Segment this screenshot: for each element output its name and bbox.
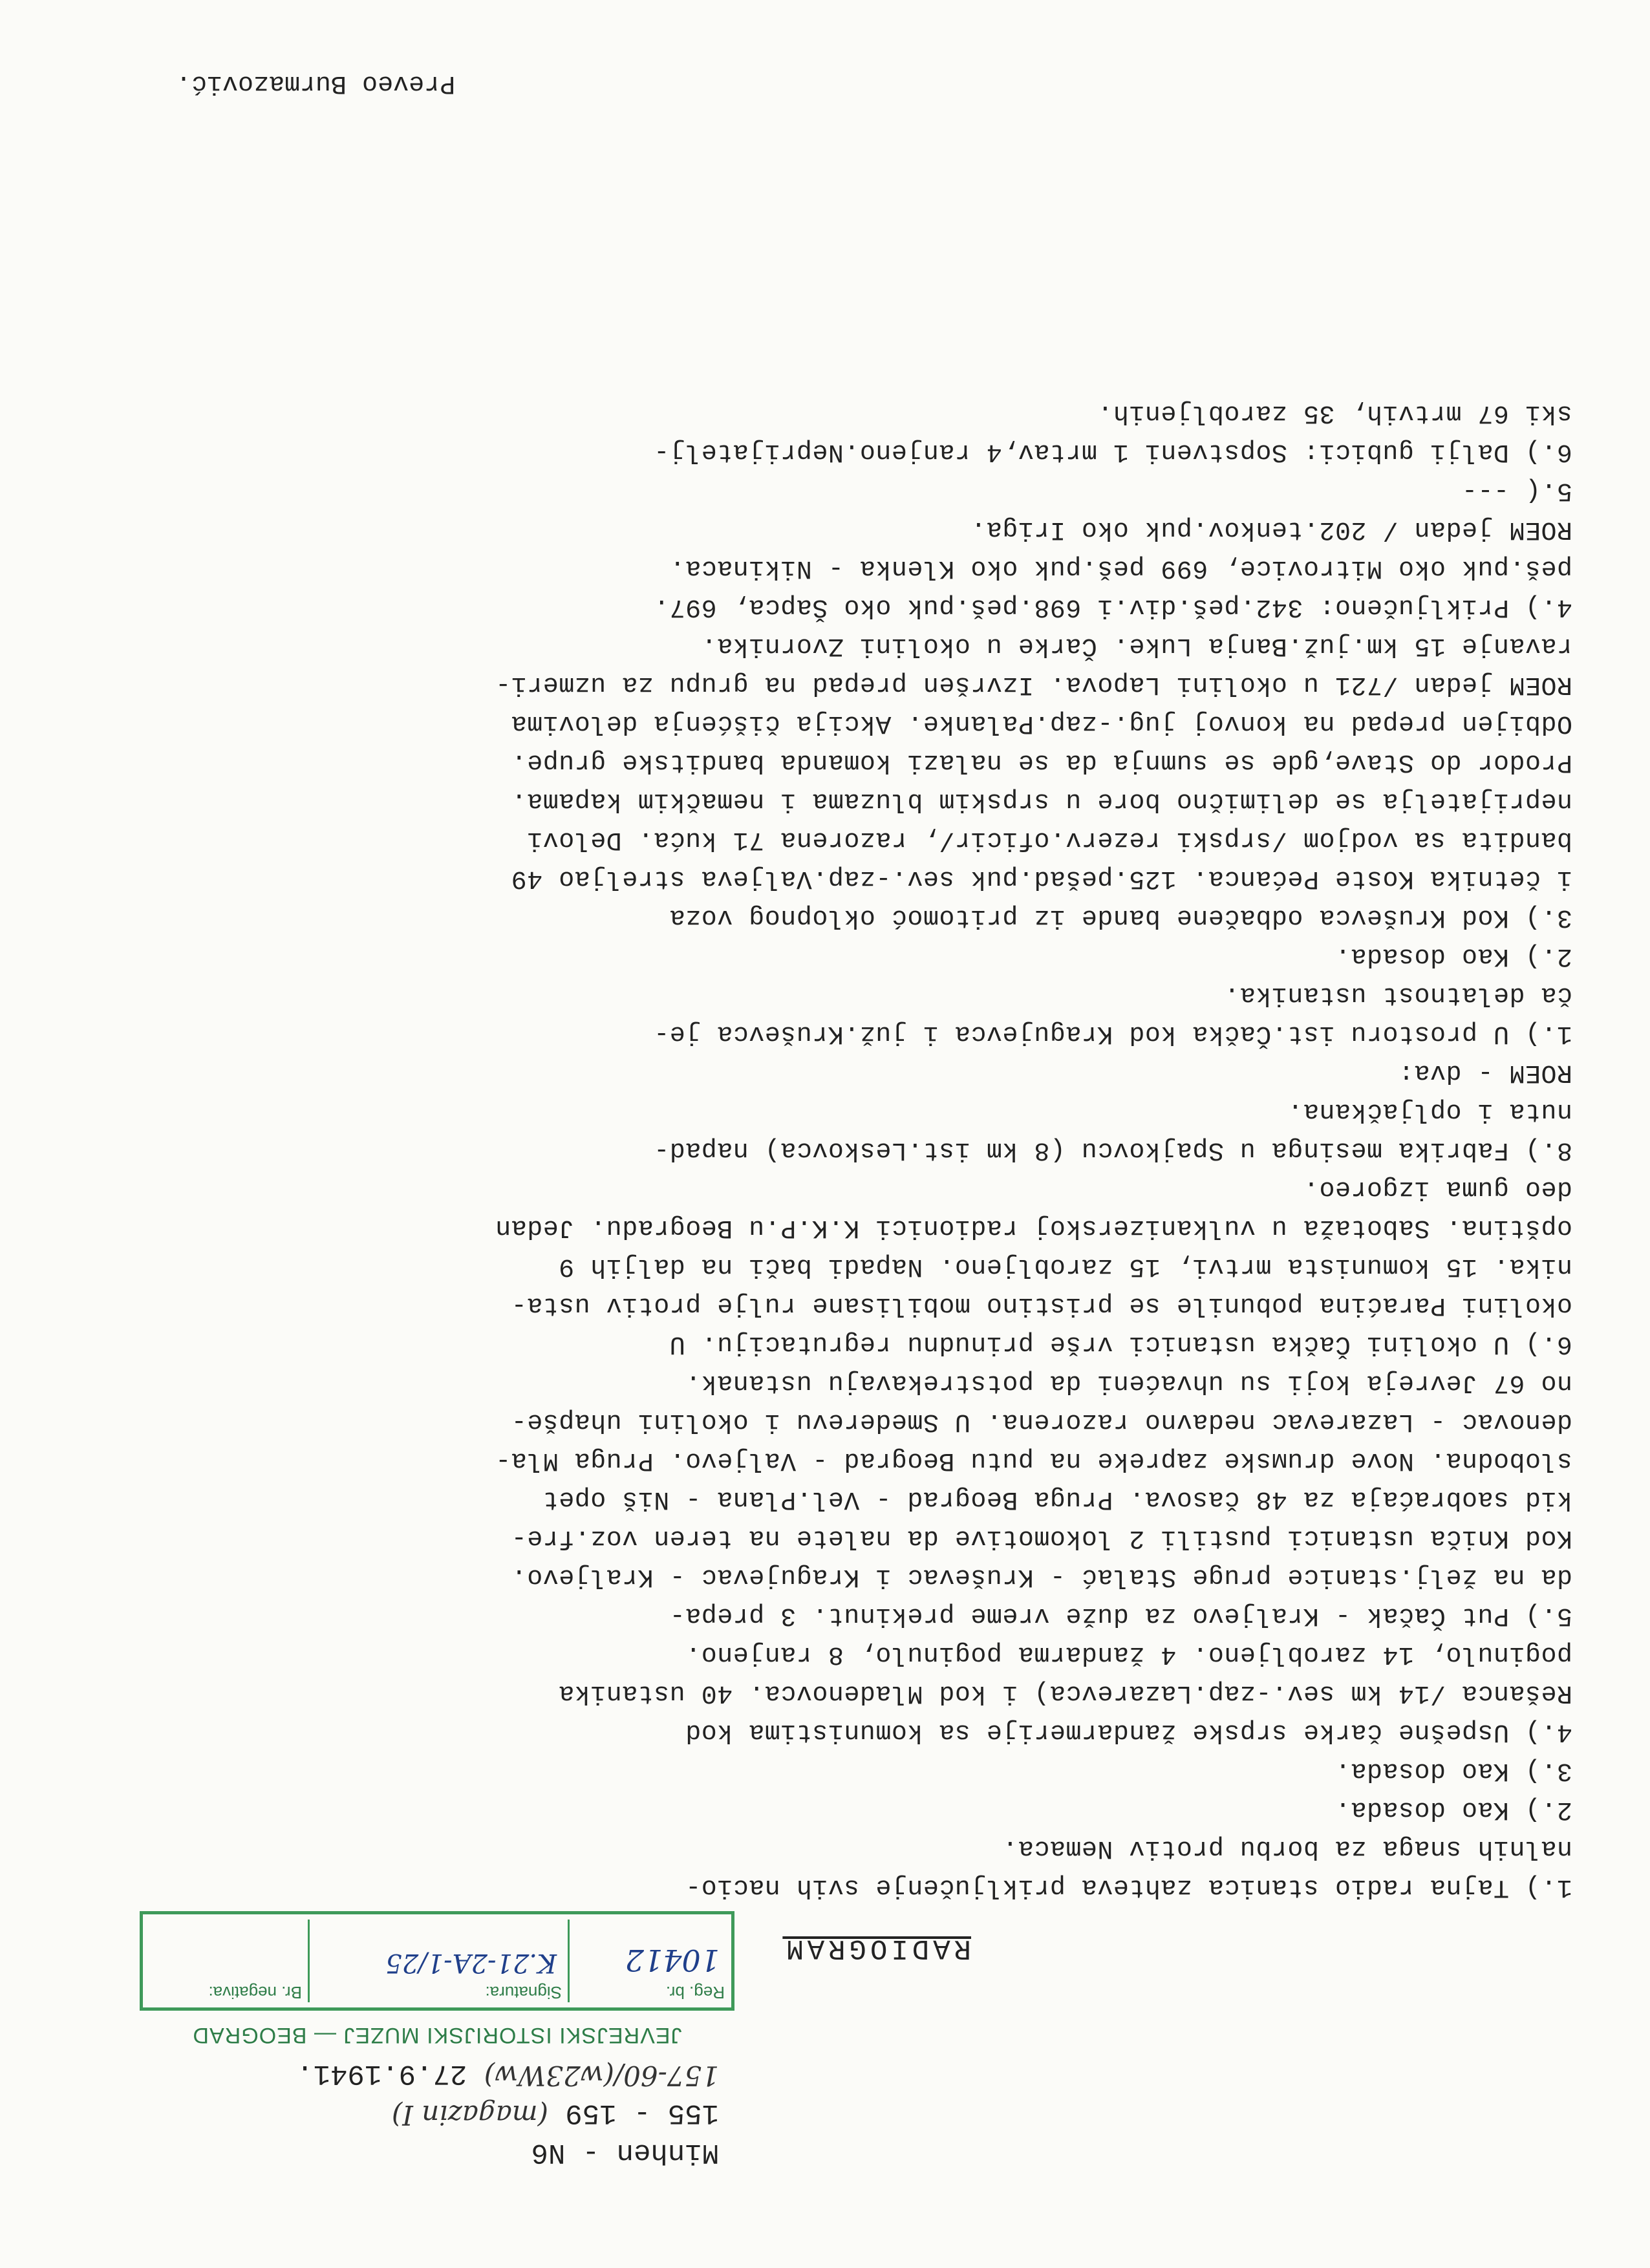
- body-line: slobodna. Nove druмske zaprеke na putu Beograd - Valjevo. Pruga Mla-: [495, 1446, 1572, 1475]
- document-header: [72, 2055, 719, 2171]
- body-line: 8.) Fabrika mesinga u Spajkovcu (8 km ist.Leskovca) napad-: [653, 1135, 1572, 1164]
- body-line: Prodor do Stave,gde se sumnja da se nalazi komanda banditske grupe.: [511, 747, 1572, 776]
- handwritten-note: (magazin I): [391, 2099, 548, 2131]
- header-date: 27.9.1941.: [296, 2057, 467, 2090]
- body-line: 3.) Kao dosada.: [1334, 1756, 1572, 1785]
- body-line: Odbijen prepad na konvoj jug.-zap.Palanke. Akcija čišćenja delovima: [511, 709, 1572, 738]
- body-line: deo guma izgoreo.: [1303, 1174, 1572, 1203]
- handwritten-ref: 157-60/(w23Ww): [484, 2060, 719, 2091]
- stamp-signatura-cell: [308, 1920, 568, 2002]
- body-line: ča delatnost ustanika.: [1223, 980, 1572, 1009]
- stamp-reg-cell: [568, 1920, 731, 2002]
- body-line: ROEM jedan /721 u okolini Lapova. Izvršen prepad na grupu za uzmeri-: [495, 670, 1572, 699]
- translator-signature: Prevео Burmazović.: [176, 69, 456, 98]
- header-line-1: Minhen - N6: [531, 2136, 719, 2168]
- body-line: denovac - Lazarevac nedavno razorena. U Smederevu i okolini uhapše-: [511, 1407, 1572, 1436]
- body-line: 1.) Tajna radio stanica zahteva priključenje svih nacio-: [685, 1872, 1572, 1901]
- body-line: peš.puk oko Mitrovice, 699 peš.puk oko Klenka - Nikinaca.: [669, 553, 1572, 583]
- stamp-negativ-label: Br. negativa:: [208, 1983, 302, 2002]
- body-line: da na želj.stanice pruge Stalać - Kruševac i Kragujevac - Kraljevo.: [511, 1562, 1572, 1591]
- body-line: 5.( ---: [1461, 476, 1572, 505]
- body-line: 2.) Kao dosada.: [1334, 941, 1572, 970]
- body-line: kid saobraćaja za 48 časova. Pruga Beograd - Vel.Plana - Niš opet: [542, 1484, 1572, 1514]
- body-line: no 67 Jevreja koji su uhvaćeni da potstrekavaju ustanak.: [685, 1368, 1572, 1397]
- body-line: 5.) Put Čačak - Kraljevo za duže vreme prekinut. 3 prepa-: [669, 1601, 1572, 1630]
- body-line: bandita sa vodjom /srpski rezerv.oficir/, razorena 71 kuća. Delovi: [526, 825, 1572, 854]
- document-body: [47, 393, 1572, 1906]
- body-line: 3.) Kod Kruševca odbačene bande iz pritomoć oklopnog voza: [669, 903, 1572, 932]
- document-title: RADIOGRAM: [782, 1932, 971, 1964]
- body-line: Kod Kniča ustanici pustili 2 lokomotive da nalete na teren voz.fre-: [511, 1523, 1572, 1552]
- body-line: 6.) U okolini Čačka ustanici vrše prinudnu regrutaciju. U: [669, 1329, 1572, 1358]
- body-line: opština. Sabotaža u vulkanizerskoj radionici K.K.P.u Beogradu. Jedan: [495, 1213, 1572, 1242]
- body-line: neprijatelja se delimično bore u srpskim bluzama i nemačkim kapama.: [511, 786, 1572, 815]
- body-line: ROEM jedan / 202.tenkov.puk oko Iriga.: [970, 515, 1572, 544]
- body-line: ROEM - dva:: [1398, 1058, 1572, 1087]
- body-line: ravanje 15 km.juž.Banja Luke. Čarke u okolini Zvornika.: [701, 631, 1572, 660]
- stamp-signatura-label: Signatura:: [485, 1983, 562, 2002]
- body-line: nuta i opljačkana.: [1287, 1097, 1572, 1126]
- body-line: Rešanca /14 km sev.-zap.Lazarevca) i kod Mladenovca. 40 ustanika: [558, 1678, 1572, 1707]
- body-line: ski 67 mrtvih, 35 zarobljenih.: [1097, 398, 1572, 427]
- stamp-negativ-cell: [147, 1920, 308, 2002]
- body-line: poginulo, 14 zarobljeno. 4 žandarma poginulo, 8 ranjeno.: [685, 1640, 1572, 1669]
- stamp-signatura-value: K.21-2A-1/25: [385, 1948, 557, 1978]
- body-line: 4.) Priključeno: 342.peš.div.i 698.peš.puk oko Šapca, 697.: [653, 592, 1572, 621]
- document-footer: [47, 0, 1572, 180]
- body-line: nika. 15 komunista mrtvi, 15 zarobljeno. Napadi bači na daljih 9: [558, 1252, 1572, 1281]
- stamp-museum-name: JEVREJSKI ISTORIJSKI MUZEJ — BEOGRAD: [192, 2023, 682, 2048]
- body-line: 4.) Uspešne čarke srpske žandarmerije sa komunistima kod: [685, 1717, 1572, 1746]
- header-line-2: [72, 2094, 719, 2134]
- body-line: nalnih snaga za borbu protiv Nemaca.: [1002, 1834, 1572, 1863]
- stamp-reg-label: Reg. br.: [665, 1983, 725, 2002]
- header-ref-number: 155 - 159: [565, 2097, 719, 2129]
- body-line: 6.) Dalji gubici: Sopstveni 1 mrtav,4 ranjeno.Neprijatelj-: [653, 437, 1572, 466]
- museum-archive-stamp: [140, 1911, 734, 2048]
- body-line: 2.) Kao dosada.: [1334, 1795, 1572, 1824]
- stamp-reg-value: 10412: [625, 1943, 720, 1978]
- header-line-3: [72, 2055, 719, 2094]
- body-line: i četnika Koste Pećanca. 125.pešad.puk sev.-zap.Valjeva streljao 49: [511, 864, 1572, 893]
- body-line: 1.) U prostoru ist.Čačka kod Kragujevca i juž.Kruševca je-: [653, 1019, 1572, 1048]
- body-line: okolini Paraćina pobunile se pristino mobilisane rulje protiv usta-: [511, 1290, 1572, 1320]
